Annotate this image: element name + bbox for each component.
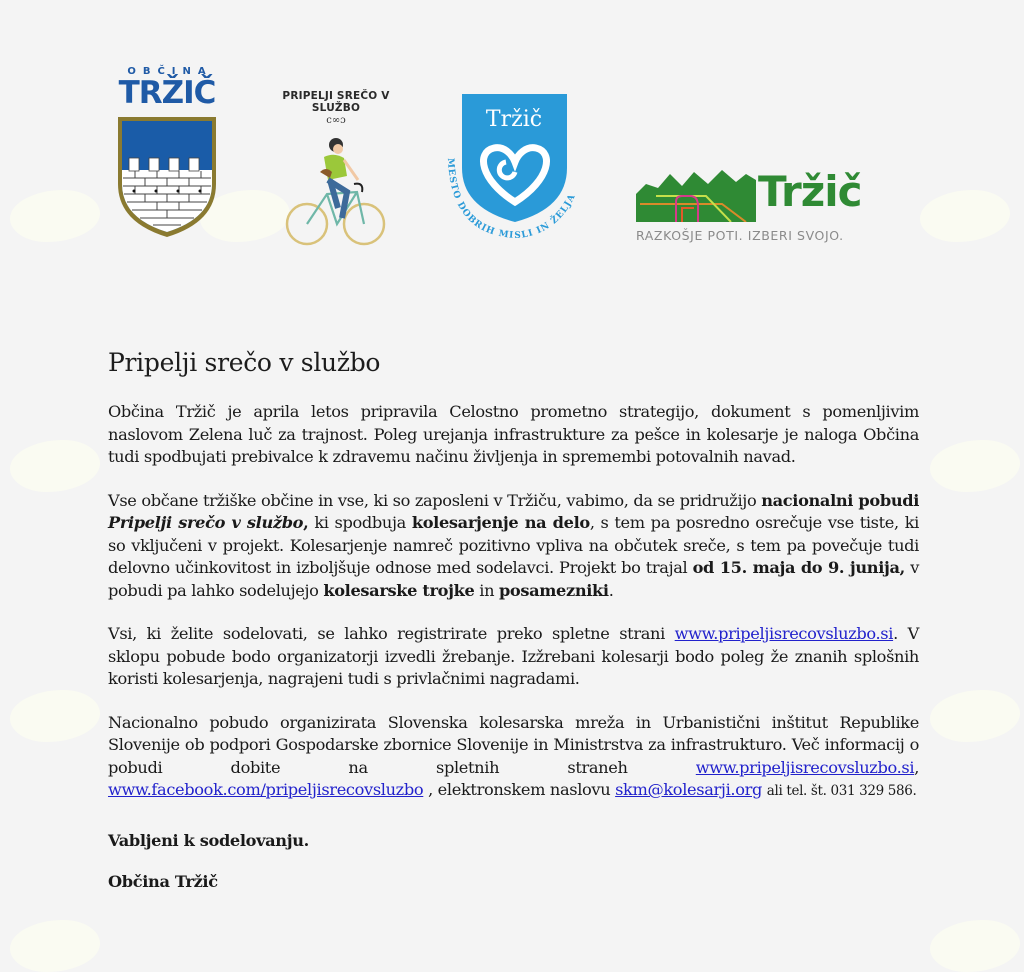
paragraph-invitation: Vse občane tržiške občine in vse, ki so zaposleni v Tržiču, vabimo, da se pridružijo nacionalni pobudi Pripelji srečo v službo, ki spodbuja kolesarjenje na delo, s tem pa posredno osrečuje vse tiste, ki so vključeni v projekt. Kolesarjenje namreč pozitivno vpliva na občutek sreče, s tem pa povečuje tudi delovno učinkovitost in izboljšuje odnose med sodelavci. Projekt bo trajal od 15. maja do 9. junija, v pobudi pa lahko sodelujejo kolesarske trojke in posamezniki. xyxy=(108,490,920,600)
mesto-logo-motto: MESTO DOBRIH MISLI IN ŽELJA xyxy=(444,157,578,242)
signature: Občina Tržič xyxy=(108,871,218,891)
background-leaf xyxy=(930,690,1020,742)
razkosje-logo-slogan: RAZKOŠJE POTI. IZBERI SVOJO. xyxy=(636,228,844,243)
mountains-icon xyxy=(636,166,756,222)
razkosje-logo-name: Tržič xyxy=(758,167,862,216)
background-leaf xyxy=(930,440,1020,492)
article-title: Pripelji srečo v službo xyxy=(108,348,381,377)
pripelji-logo-title: PRIPELJI SREČO V SLUŽBO xyxy=(282,90,390,114)
background-leaf xyxy=(10,920,100,972)
paragraph-organizers: Nacionalno pobudo organizirata Slovenska kolesarska mreža in Urbanistični inštitut Republike Slovenije ob podpori Gospodarske zbornice Slovenije in Ministrstva za infrastrukturo. Več informacij o pobudi dobite na spletnih straneh www.pripeljisrecovsluzbo.si, www.facebook.com/pripeljisrecovsluzbo , elektronskem naslovu skm@kolesarji.org ali tel. št. 031 329 586. xyxy=(108,712,919,799)
website-link[interactable]: www.pripeljisrecovsluzbo.si xyxy=(674,624,894,643)
background-leaf xyxy=(10,440,100,492)
mesto-logo-name: Tržič xyxy=(485,107,543,132)
mesto-dobrih-misli-logo xyxy=(440,90,590,250)
razkosje-poti-logo xyxy=(636,166,866,250)
bike-chain-icon: c∞ɔ xyxy=(326,115,346,126)
paragraph-registration: Vsi, ki želite sodelovati, se lahko registrirate preko spletne strani www.pripeljisrecovsluzbo.si. V sklopu pobude bodo organizatorji izvedli žrebanje. Izžrebani kolesarji bodo poleg že znanih splošnih koristi kolesarjenja, nagrajeni tudi s privlačnimi nagradami. xyxy=(108,624,919,688)
facebook-link[interactable]: www.facebook.com/pripeljisrecovsluzbo xyxy=(108,780,424,799)
article xyxy=(108,348,919,913)
logo-obcina-text: OBČINA xyxy=(127,66,213,77)
email-link[interactable]: skm@kolesarji.org xyxy=(615,780,762,799)
background-leaf xyxy=(10,690,100,742)
pripelji-sreco-logo xyxy=(266,90,406,250)
heart-shield-icon xyxy=(440,90,590,250)
coat-of-arms-icon xyxy=(115,114,219,240)
website-link-2[interactable]: www.pripeljisrecovsluzbo.si xyxy=(695,757,915,777)
cyclist-icon xyxy=(282,132,392,250)
background-leaf xyxy=(930,920,1020,972)
closing-invitation: Vabljeni k sodelovanju. xyxy=(108,830,309,850)
phone-number: ali tel. št. 031 329 586. xyxy=(766,783,917,799)
logo-trzic-text: TRŽIČ xyxy=(118,75,216,111)
paragraph-intro: Občina Tržič je aprila letos pripravila Celostno prometno strategijo, dokument s pomenljivim naslovom Zelena luč za trajnost. Poleg urejanja infrastrukture za pešce in kolesarje je naloga Občina tudi spodbujati prebivalce k zdravemu načinu življenja in spremembi potovalnih navad. xyxy=(108,402,919,466)
obcina-trzic-logo xyxy=(112,66,222,246)
logo-strip xyxy=(0,0,1024,270)
